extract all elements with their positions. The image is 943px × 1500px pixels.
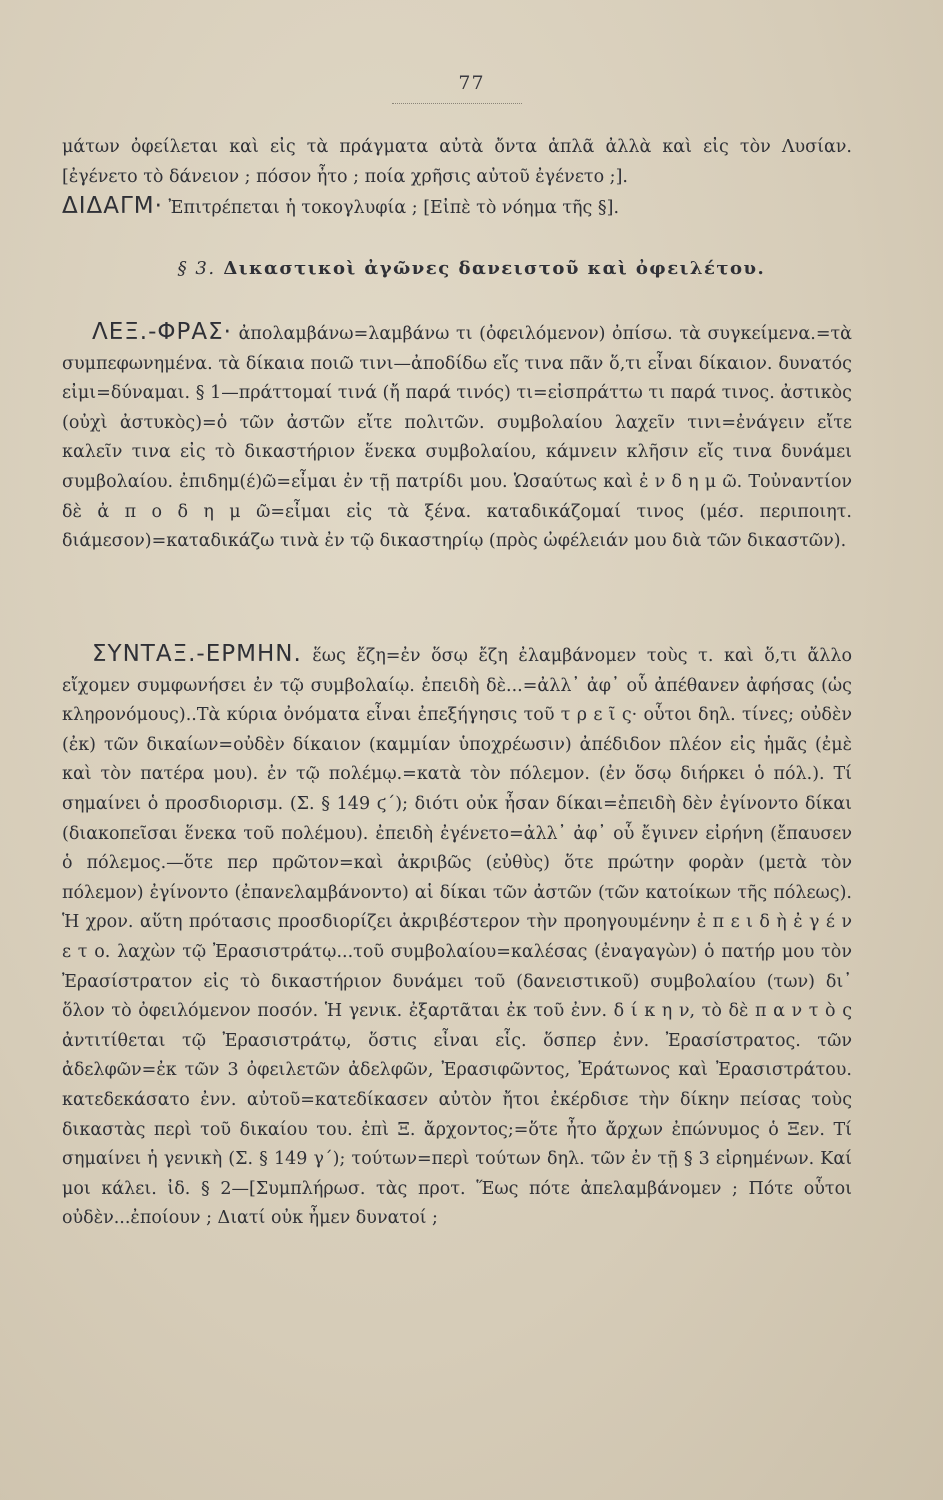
page-number-rule — [392, 103, 522, 104]
didagm-label: ΔΙΔΑΓΜ· — [62, 193, 163, 220]
lexfras-text: ἀπολαμβάνω=λαμβάνω τι (ὀφειλόμενον) ὀπίσω. τὰ συγκείμενα.=τὰ συμπεφωνημένα. τὰ δίκαια ποιῶ τινι—ἀποδίδω εἴς τινα πᾶν ὅ,τι εἶναι δίκαιον. δυνατός εἰμι=δύναμαι. § 1—πράττομαί τινά (ἤ παρά τινός) τι=εἰσπράττω τι παρά τινος. ἀστικὸς (οὐχὶ ἀστυκὸς)=ὁ τῶν ἀστῶν εἴτε πολιτῶν. συμβολαίου λαχεῖν τινι=ἐνάγειν εἴτε καλεῖν τινα εἰς τὸ δικαστήριον ἕνεκα συμβολαίου, κάμνειν κλῆσιν εἴς τινα δυνάμει συμβολαίου. ἐπιδημ(έ)ῶ=εἶμαι ἐν τῇ πατρίδι μου. Ὡσαύτως καὶ ἐ ν δ η μ ῶ. Τοὐναντίον δὲ ἀ π ο δ η μ ῶ=εἶμαι εἰς τὰ ξένα. καταδικάζομαί τινος (μέσ. περιποιητ. διάμεσον)=καταδικάζω τινὰ ἐν τῷ δικαστηρίῳ (πρὸς ὠφέλειάν μου διὰ τῶν δικαστῶν). — [62, 324, 852, 552]
page-number: 77 — [458, 72, 485, 94]
syntax-ermhn-paragraph — [62, 640, 852, 1234]
syntax-ermhn-label: ΣΥΝΤΑΞ.-ΕΡΜΗΝ. — [92, 641, 302, 667]
intro-paragraph — [62, 133, 852, 224]
syntax-ermhn-text: ἕως ἔζη=ἐν ὅσῳ ἔζη ἐλαμβάνομεν τοὺς τ. καὶ ὅ,τι ἄλλο εἴχομεν συμφωνήσει ἐν τῷ συμβολαίῳ. ἐπειδὴ δὲ...=ἀλλ᾽ ἀφ᾽ οὗ ἀπέθανεν ἀφήσας (ὡς κληρονόμους)..Τὰ κύρια ὀνόματα εἶναι ἐπεξήγησις τοῦ τ ρ ε ῖ ς· οὗτοι δηλ. τίνες; οὐδὲν (ἐκ) τῶν δικαίων=οὐδὲν δίκαιον (καμμίαν ὑποχρέωσιν) ἀπέδιδον πλέον εἰς ἡμᾶς (ἐμὲ καὶ τὸν πατέρα μου). ἐν τῷ πολέμῳ.=κατὰ τὸν πόλεμον. (ἐν ὅσῳ διήρκει ὁ πόλ.). Τί σημαίνει ὁ προσδιορισμ. (Σ. § 149 ϛ΄); διότι οὐκ ἦσαν δίκαι=ἐπειδὴ δὲν ἐγίνοντο δίκαι (διακοπεῖσαι ἕνεκα τοῦ πολέμου). ἐπειδὴ ἐγένετο=ἀλλ᾽ ἀφ᾽ οὗ ἔγινεν εἰρήνη (ἔπαυσεν ὁ πόλεμος.—ὅτε περ πρῶτον=καὶ ἀκριβῶς (εὐθὺς) ὅτε πρώτην φορὰν (μετὰ τὸν πόλεμον) ἐγίνοντο (ἐπανελαμβάνοντο) αἱ δίκαι τῶν ἀστῶν (τῶν κατοίκων τῆς πόλεως). Ἡ χρον. αὕτη πρότασις προσδιορίζει ἀκριβέστερον τὴν προηγουμένην ἐ π ε ι δ ὴ ἐ γ έ ν ε τ ο. λαχὼν τῷ Ἐρασιστράτῳ...τοῦ συμβολαίου=καλέσας (ἐναγαγὼν) ὁ πατήρ μου τὸν Ἐρασίστρατον εἰς τὸ δικαστήριον δυνάμει τοῦ (δανειστικοῦ) συμβολαίου (των) δι᾽ ὅλον τὸ ὀφειλόμενον ποσόν. Ἡ γενικ. ἐξαρτᾶται ἐκ τοῦ ἐνν. δ ί κ η ν, τὸ δὲ π α ν τ ὸ ς ἀντιτίθεται τῷ Ἐρασιστράτῳ, ὅστις εἶναι εἷς. ὅσπερ ἐνν. Ἐρασίστρατος. τῶν ἀδελφῶν=ἐκ τῶν 3 ὀφειλετῶν ἀδελφῶν, Ἐρασιφῶντος, Ἐράτωνος καὶ Ἐρασιστράτου. κατεδεκάσατο ἐνν. αὐτοῦ=κατεδίκασεν αὐτὸν ἤτοι ἐκέρδισε τὴν δίκην πείσας τοὺς δικαστὰς περὶ τοῦ δικαίου του. ἐπὶ Ξ. ἄρχοντος;=ὅτε ἦτο ἄρχων ἐπώνυμος ὁ Ξεν. Τί σημαίνει ἡ γενικὴ (Σ. § 149 γ΄); τούτων=περὶ τούτων δηλ. τῶν ἐν τῇ § 3 εἰρημένων. Καί μοι κάλει. ἰδ. § 2—[Συμπλήρωσ. τὰς προτ. Ἕως πότε ἀπελαμβάνομεν ; Πότε οὗτοι οὐδὲν...ἐποίουν ; Διατί οὐκ ἦμεν δυνατοί ; — [62, 646, 852, 1229]
lexfras-paragraph — [62, 318, 852, 557]
section-heading — [0, 258, 943, 279]
intro-text: μάτων ὀφείλεται καὶ εἰς τὰ πράγματα αὐτὰ ὄντα ἁπλᾶ ἀλλὰ καὶ εἰς τὸν Λυσίαν. [ἐγένετο τὸ δάνειον ; πόσον ἦτο ; ποία χρῆσις αὐτοῦ ἐγένετο ;]. — [62, 137, 852, 187]
lexfras-label: ΛΕΞ.-ΦΡΑΣ· — [92, 319, 232, 345]
section-sign: § 3. — [177, 258, 216, 279]
section-title: Δικαστικοὶ ἀγῶνες δανειστοῦ καὶ ὀφειλέτου. — [215, 258, 766, 279]
didagm-text: Ἐπιτρέπεται ἡ τοκογλυφία ; [Εἰπὲ τὸ νόημα τῆς §]. — [162, 198, 620, 219]
